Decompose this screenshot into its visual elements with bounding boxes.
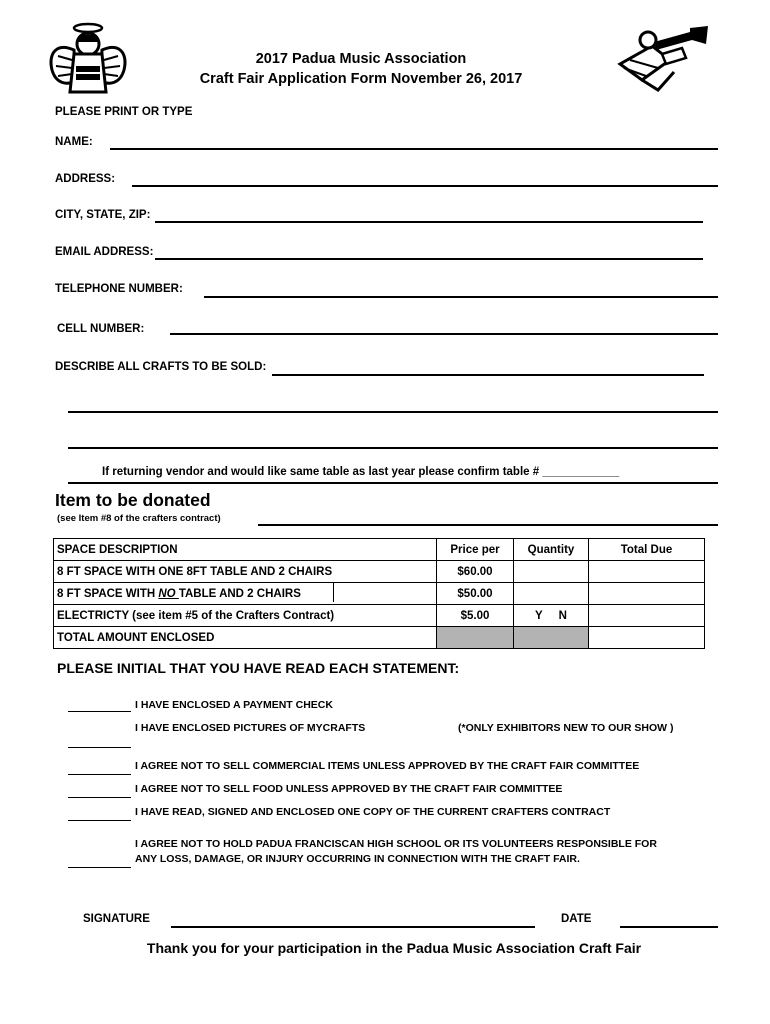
initial-line[interactable] bbox=[68, 747, 131, 748]
crafts-field-line3[interactable] bbox=[68, 447, 718, 449]
price-header: Price per bbox=[437, 539, 514, 561]
no-emphasis: NO bbox=[158, 587, 179, 600]
telephone-label: TELEPHONE NUMBER: bbox=[55, 283, 183, 295]
table-header-row bbox=[54, 539, 705, 561]
grand-total-cell[interactable] bbox=[589, 627, 705, 649]
quantity-cell[interactable] bbox=[514, 561, 589, 583]
cell-field[interactable] bbox=[170, 333, 718, 335]
shaded-cell bbox=[514, 627, 589, 649]
email-label: EMAIL ADDRESS: bbox=[55, 246, 154, 258]
initial-line[interactable] bbox=[68, 820, 131, 821]
quantity-cell[interactable] bbox=[514, 583, 589, 605]
space-description-header: SPACE DESCRIPTION bbox=[54, 539, 437, 561]
yes-no-cell[interactable] bbox=[514, 605, 589, 627]
address-label: ADDRESS: bbox=[55, 173, 116, 185]
statement-commercial: I AGREE NOT TO SELL COMMERCIAL ITEMS UNLESS APPROVED BY THE CRAFT FAIR COMMITTEE bbox=[135, 760, 640, 772]
table-row bbox=[54, 605, 705, 627]
city-state-zip-label: CITY, STATE, ZIP: bbox=[55, 209, 151, 221]
donation-field[interactable] bbox=[258, 524, 718, 526]
address-field[interactable] bbox=[132, 185, 718, 187]
city-state-zip-field[interactable] bbox=[155, 221, 703, 223]
crafts-field-line2[interactable] bbox=[68, 411, 718, 413]
name-label: NAME: bbox=[55, 136, 93, 148]
print-note: PLEASE PRINT OR TYPE bbox=[55, 106, 193, 118]
initial-line[interactable] bbox=[68, 797, 131, 798]
signature-field[interactable] bbox=[171, 926, 535, 928]
total-cell[interactable] bbox=[589, 605, 705, 627]
signature-label: SIGNATURE bbox=[83, 913, 150, 925]
date-label: DATE bbox=[561, 913, 592, 925]
space-desc: 8 FT SPACE WITH ONE 8FT TABLE AND 2 CHAIRS bbox=[54, 561, 437, 583]
total-cell[interactable] bbox=[589, 583, 705, 605]
initial-line[interactable] bbox=[68, 774, 131, 775]
statement-food: I AGREE NOT TO SELL FOOD UNLESS APPROVED BY THE CRAFT FAIR COMMITTEE bbox=[135, 783, 563, 795]
statement-liability-line1: I AGREE NOT TO HOLD PADUA FRANCISCAN HIGH SCHOOL OR ITS VOLUNTEERS RESPONSIBLE FOR bbox=[135, 838, 657, 850]
total-cell[interactable] bbox=[589, 561, 705, 583]
cell-divider bbox=[333, 582, 334, 602]
no-option[interactable]: N bbox=[558, 609, 567, 622]
statement-pictures-note: (*ONLY EXHIBITORS NEW TO OUR SHOW ) bbox=[458, 722, 674, 734]
cell-label: CELL NUMBER: bbox=[57, 323, 145, 335]
price-cell: $60.00 bbox=[437, 561, 514, 583]
crafts-label: DESCRIBE ALL CRAFTS TO BE SOLD: bbox=[55, 361, 267, 373]
telephone-field[interactable] bbox=[204, 296, 718, 298]
quantity-header: Quantity bbox=[514, 539, 589, 561]
returning-vendor-note: If returning vendor and would like same table as last year please confirm table # ____________ bbox=[102, 466, 620, 478]
price-cell: $5.00 bbox=[437, 605, 514, 627]
donation-subtitle: (see Item #8 of the crafters contract) bbox=[57, 513, 221, 524]
space-table bbox=[53, 538, 705, 649]
space-desc: ELECTRICTY (see item #5 of the Crafters Contract) bbox=[54, 605, 437, 627]
price-cell: $50.00 bbox=[437, 583, 514, 605]
statement-payment: I HAVE ENCLOSED A PAYMENT CHECK bbox=[135, 699, 333, 711]
date-field[interactable] bbox=[620, 926, 718, 928]
donation-heading: Item to be donated bbox=[55, 490, 211, 510]
table-row bbox=[54, 627, 705, 649]
space-desc bbox=[54, 583, 437, 605]
initial-heading: PLEASE INITIAL THAT YOU HAVE READ EACH STATEMENT: bbox=[57, 660, 460, 676]
initial-line[interactable] bbox=[68, 867, 131, 868]
email-field[interactable] bbox=[155, 258, 703, 260]
table-row bbox=[54, 561, 705, 583]
statement-pictures: I HAVE ENCLOSED PICTURES OF MYCRAFTS bbox=[135, 722, 366, 734]
crafts-field-line1[interactable] bbox=[272, 374, 704, 376]
thank-you-note: Thank you for your participation in the Padua Music Association Craft Fair bbox=[146, 940, 642, 956]
returning-vendor-line bbox=[68, 482, 718, 484]
statement-liability-line2: ANY LOSS, DAMAGE, OR INJURY OCCURRING IN CONNECTION WITH THE CRAFT FAIR. bbox=[135, 853, 580, 865]
space-desc-part: TABLE AND 2 CHAIRS bbox=[178, 587, 301, 600]
form-subtitle: Craft Fair Application Form November 26, 2017 bbox=[199, 71, 523, 87]
statement-contract: I HAVE READ, SIGNED AND ENCLOSED ONE COPY OF THE CURRENT CRAFTERS CONTRACT bbox=[135, 806, 611, 818]
form-title: 2017 Padua Music Association bbox=[255, 51, 467, 67]
initial-line[interactable] bbox=[68, 711, 131, 712]
space-desc-part: 8 FT SPACE WITH bbox=[57, 587, 159, 600]
name-field[interactable] bbox=[110, 148, 718, 150]
table-row bbox=[54, 583, 705, 605]
shaded-cell bbox=[437, 627, 514, 649]
total-label: TOTAL AMOUNT ENCLOSED bbox=[54, 627, 437, 649]
total-due-header: Total Due bbox=[589, 539, 705, 561]
yes-option[interactable]: Y bbox=[535, 609, 543, 622]
